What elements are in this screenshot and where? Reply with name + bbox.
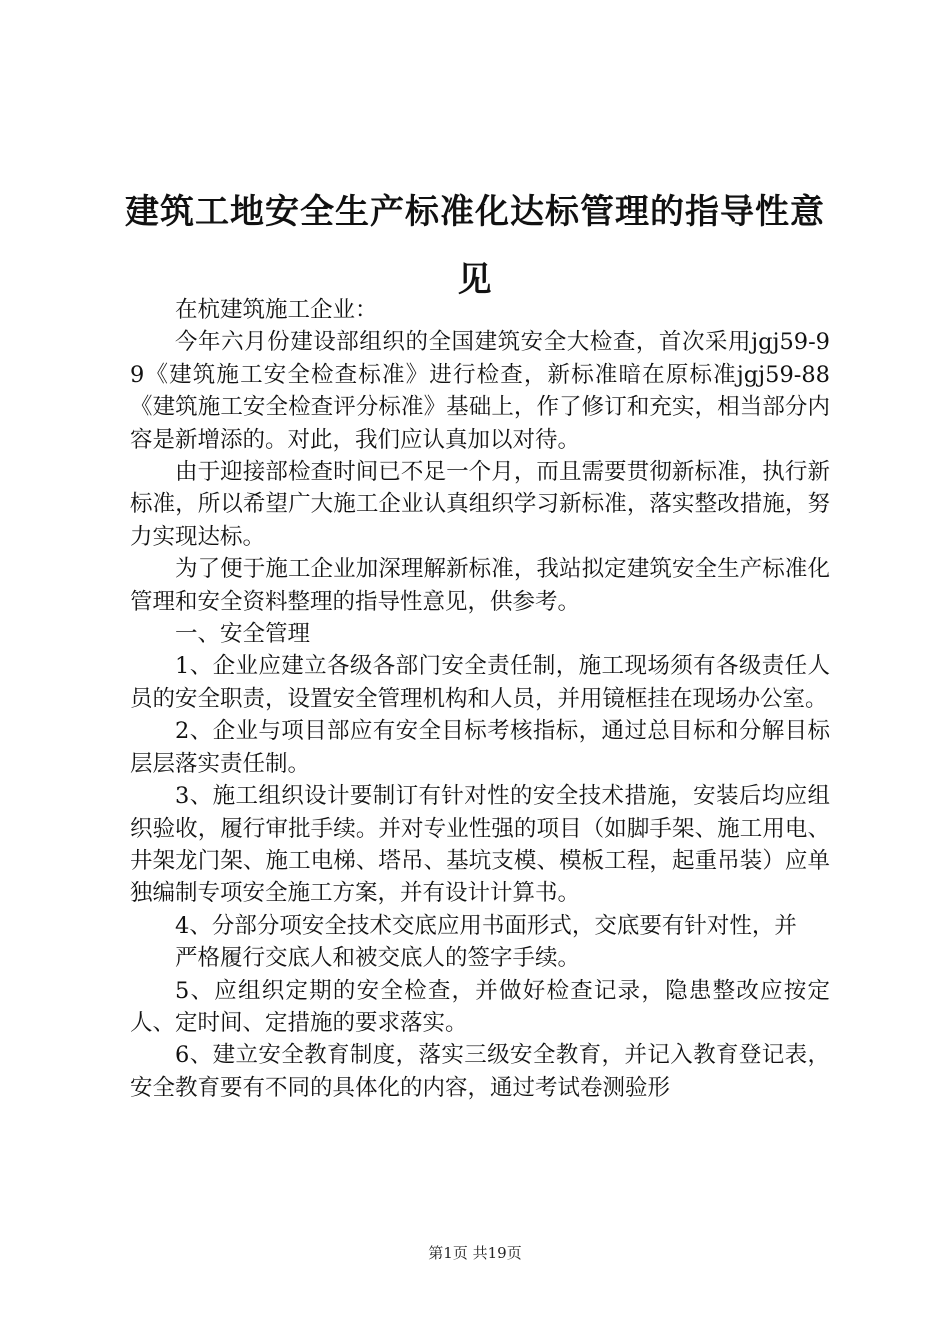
list-item-1: 1、企业应建立各级各部门安全责任制，施工现场须有各级责任人员的安全职责，设置安全管理机构和人员，并用镜框挂在现场办公室。	[130, 653, 830, 712]
list-item-3: 3、施工组织设计要制订有针对性的安全技术措施，安装后均应组织验收，履行审批手续。并对专业性强的项目（如脚手架、施工用电、井架龙门架、施工电梯、塔吊、基坑支模、模板工程，起重吊装）应单独编制专项安全施工方案，并有设计计算书。	[130, 783, 830, 907]
list-item-4-continued: 严格履行交底人和被交底人的签字手续。	[175, 945, 581, 972]
salutation: 在杭建筑施工企业：	[175, 297, 378, 323]
list-item-6: 6、建立安全教育制度，落实三级安全教育，并记入教育登记表，安全教育要有不同的具体化的内容，通过考试卷测验形	[130, 1042, 830, 1101]
page-footer: 第1页 共19页	[428, 1244, 522, 1262]
list-item-2: 2、企业与项目部应有安全目标考核指标，通过总目标和分解目标层层落实责任制。	[130, 718, 830, 777]
paragraph-purpose: 为了便于施工企业加深理解新标准，我站拟定建筑安全生产标准化管理和安全资料整理的指导性意见，供参考。	[130, 556, 830, 615]
section-heading-safety-management: 一、安全管理	[175, 621, 311, 648]
paragraph-intro: 今年六月份建设部组织的全国建筑安全大检查，首次采用jgj59-99《建筑施工安全检查标准》进行检查，新标准暗在原标准jgj59-88《建筑施工安全检查评分标准》基础上，作了修订和充实，相当部分内容是新增添的。对此，我们应认真加以对待。	[130, 329, 830, 453]
list-item-5: 5、应组织定期的安全检查，并做好检查记录，隐患整改应按定人、定时间、定措施的要求落实。	[130, 977, 830, 1036]
list-item-4: 4、分部分项安全技术交底应用书面形式，交底要有针对性，并	[175, 912, 797, 939]
document-body	[130, 294, 830, 1104]
paragraph-deadline: 由于迎接部检查时间已不足一个月，而且需要贯彻新标准，执行新标准，所以希望广大施工企业认真组织学习新标准，落实整改措施，努力实现达标。	[130, 459, 830, 550]
document-title: 建筑工地安全生产标准化达标管理的指导性意见	[125, 192, 825, 300]
